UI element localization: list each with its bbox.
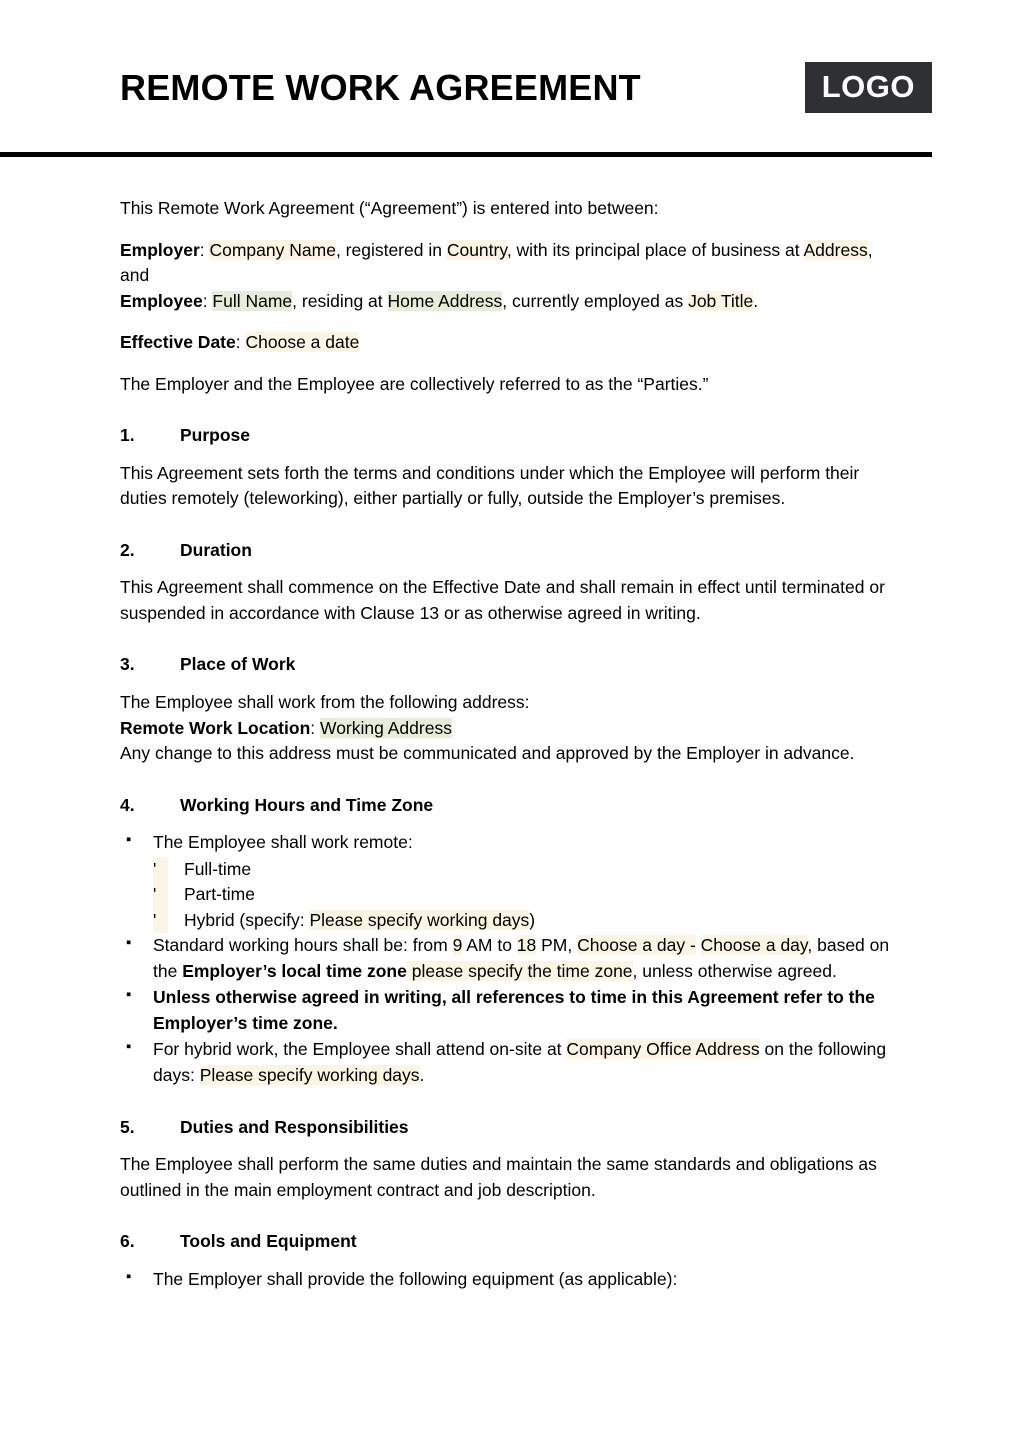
field-company-office-address[interactable]: Company Office Address bbox=[566, 1039, 760, 1060]
section-title-4: Working Hours and Time Zone bbox=[180, 794, 434, 815]
section-4-bullets-rest bbox=[120, 933, 904, 1088]
checkbox-icon[interactable]: ' bbox=[153, 908, 168, 934]
field-home-address[interactable]: Home Address bbox=[387, 290, 503, 311]
field-time-zone[interactable]: please specify the time zone bbox=[406, 960, 633, 981]
employee-label: Employee bbox=[120, 290, 203, 311]
section-3-after: Any change to this address must be communicated and approved by the Employer in advance. bbox=[120, 743, 855, 764]
standard-hours-end: , unless otherwise agreed. bbox=[632, 960, 837, 981]
field-full-name[interactable]: Full Name bbox=[212, 290, 293, 311]
section-title-3: Place of Work bbox=[180, 654, 296, 675]
employee-line bbox=[120, 289, 904, 315]
option-hybrid-post: ) bbox=[529, 909, 536, 930]
section-body-5: The Employee shall perform the same duties and maintain the same standards and obligations as outlined in the main employment contract and job description. bbox=[120, 1154, 877, 1200]
hybrid-onsite-end: . bbox=[419, 1065, 425, 1086]
standard-hours-mid: , based on the bbox=[153, 935, 890, 981]
bullet-equipment-provided: ▪ The Employer shall provide the following equipment (as applicable): bbox=[120, 1267, 904, 1293]
field-company-name[interactable]: Company Name bbox=[209, 239, 336, 260]
header-row bbox=[0, 0, 1024, 113]
logo-placeholder: LOGO bbox=[805, 62, 932, 113]
field-working-address[interactable]: Working Address bbox=[320, 717, 452, 738]
employee-end: . bbox=[753, 290, 759, 311]
field-hybrid-working-days[interactable]: Please specify working days bbox=[309, 909, 530, 930]
bullet-standard-hours bbox=[120, 933, 904, 984]
remote-work-location-label: Remote Work Location bbox=[120, 717, 311, 738]
checkbox-icon[interactable]: ' bbox=[153, 882, 168, 908]
option-hybrid[interactable] bbox=[153, 908, 904, 934]
header-divider bbox=[0, 152, 932, 157]
employer-line bbox=[120, 238, 904, 264]
section-title-6: Tools and Equipment bbox=[180, 1231, 357, 1252]
section-title-1: Purpose bbox=[180, 425, 251, 446]
employer-timezone-bold: Employer’s local time zone bbox=[182, 960, 407, 981]
section-number-6: 6. bbox=[120, 1231, 135, 1252]
remote-work-location-line bbox=[120, 716, 904, 742]
field-day-from[interactable]: Choose a day - bbox=[577, 935, 696, 956]
option-hybrid-pre: Hybrid (specify: bbox=[184, 909, 310, 930]
document-header bbox=[0, 0, 1024, 160]
timezone-notice-text: Unless otherwise agreed in writing, all references to time in this Agreement refer to the Employer’s time zone. bbox=[153, 987, 875, 1033]
section-heading-1 bbox=[120, 423, 904, 448]
bullet-work-remote: ▪ The Employee shall work remote: bbox=[120, 830, 904, 856]
effective-date-colon: : bbox=[235, 332, 246, 353]
field-day-to[interactable]: Choose a day bbox=[700, 935, 808, 956]
section-heading-6 bbox=[120, 1229, 904, 1254]
section-heading-4 bbox=[120, 793, 904, 818]
section-title-2: Duration bbox=[180, 539, 252, 560]
checkbox-icon[interactable]: ' bbox=[153, 857, 168, 883]
section-number-3: 3. bbox=[120, 654, 135, 675]
section-title-5: Duties and Responsibilities bbox=[180, 1116, 409, 1137]
employer-colon: : bbox=[199, 239, 210, 260]
remote-type-options bbox=[120, 857, 904, 934]
standard-hours-pm: PM, bbox=[536, 935, 578, 956]
standard-hours-pre: Standard working hours shall be: from bbox=[153, 935, 453, 956]
section-heading-5 bbox=[120, 1115, 904, 1140]
section-number-2: 2. bbox=[120, 539, 135, 560]
standard-hours-am: AM to bbox=[462, 935, 517, 956]
document-body bbox=[0, 160, 1024, 1292]
field-onsite-working-days[interactable]: Please specify working days bbox=[199, 1065, 420, 1086]
field-end-hour[interactable]: 18 bbox=[516, 935, 537, 956]
field-job-title[interactable]: Job Title bbox=[688, 290, 754, 311]
bullet-timezone-notice bbox=[120, 985, 904, 1036]
field-effective-date[interactable]: Choose a date bbox=[245, 332, 360, 353]
section-6-bullets bbox=[120, 1267, 904, 1293]
section-number-5: 5. bbox=[120, 1116, 135, 1137]
section-body-1: This Agreement sets forth the terms and conditions under which the Employee will perform their duties remotely (teleworking), either partially or fully, outside the Employer’s premises. bbox=[120, 462, 860, 509]
section-3-intro: The Employee shall work from the following address: bbox=[120, 691, 530, 712]
employer-end: , bbox=[867, 239, 873, 260]
employer-label: Employer bbox=[120, 239, 200, 260]
standard-hours-sep bbox=[696, 935, 701, 955]
remote-work-location-colon: : bbox=[310, 717, 320, 738]
employer-mid-1: , registered in bbox=[335, 239, 447, 260]
parties-line: The Employer and the Employee are collectively referred to as the “Parties.” bbox=[120, 373, 709, 394]
option-part-time[interactable] bbox=[153, 882, 904, 908]
and-connector: and bbox=[120, 265, 150, 286]
section-heading-2 bbox=[120, 538, 904, 563]
employee-mid-2: , currently employed as bbox=[502, 290, 689, 311]
hybrid-onsite-pre: For hybrid work, the Employee shall attend on-site at bbox=[153, 1039, 567, 1060]
section-4-bullets bbox=[120, 830, 904, 856]
field-employer-address[interactable]: Address bbox=[803, 239, 868, 260]
employee-colon: : bbox=[202, 290, 213, 311]
option-full-time[interactable] bbox=[153, 857, 904, 883]
field-start-hour[interactable]: 9 bbox=[452, 935, 463, 956]
section-number-1: 1. bbox=[120, 425, 135, 446]
section-heading-3 bbox=[120, 652, 904, 677]
hybrid-onsite-mid: on the following days: bbox=[153, 1039, 887, 1086]
intro-lead: This Remote Work Agreement (“Agreement”) is entered into between: bbox=[120, 198, 659, 218]
bullet-hybrid-onsite bbox=[120, 1037, 904, 1088]
employee-mid-1: , residing at bbox=[292, 290, 388, 311]
section-number-4: 4. bbox=[120, 794, 135, 815]
option-part-time-label: Part-time bbox=[184, 884, 255, 905]
option-full-time-label: Full-time bbox=[184, 858, 252, 879]
effective-date-label: Effective Date bbox=[120, 332, 236, 353]
field-country[interactable]: Country bbox=[446, 239, 507, 260]
section-body-2: This Agreement shall commence on the Effective Date and shall remain in effect until terminated or suspended in accordance with Clause 13 or as otherwise agreed in writing. bbox=[120, 577, 885, 623]
effective-date-line bbox=[120, 330, 904, 356]
page-title: REMOTE WORK AGREEMENT bbox=[120, 66, 641, 108]
employer-mid-2: , with its principal place of business at bbox=[506, 239, 804, 260]
